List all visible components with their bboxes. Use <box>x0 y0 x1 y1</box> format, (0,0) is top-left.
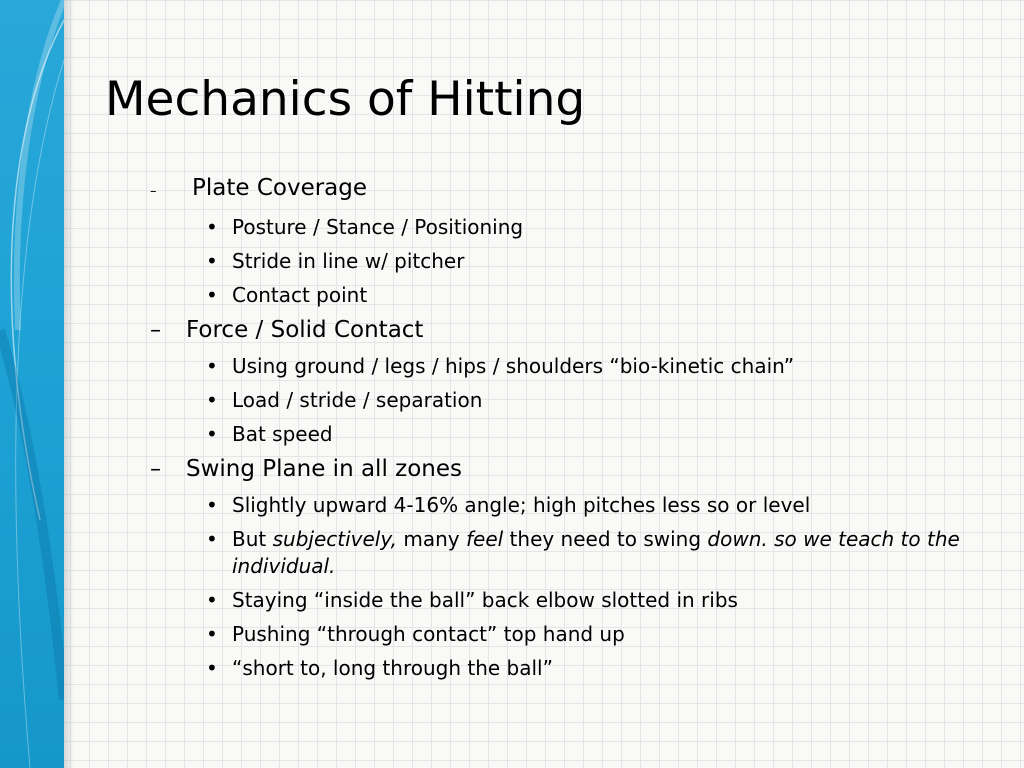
bullet-icon: • <box>206 493 218 517</box>
side-band-shadow <box>64 0 74 768</box>
bullet-icon: • <box>206 527 218 551</box>
list-item: • Pushing “through contact” top hand up <box>150 617 1000 651</box>
list-item: • Bat speed <box>150 417 1000 451</box>
section-plate-coverage <box>150 170 1000 312</box>
section-swing-plane <box>150 451 1000 685</box>
list-item: • Staying “inside the ball” back elbow slotted in ribs <box>150 583 1000 617</box>
dash-marker: – <box>150 318 161 343</box>
section-heading: Force / Solid Contact <box>186 317 424 343</box>
list-item: • Slightly upward 4-16% angle; high pitches less so or level <box>150 488 1000 522</box>
bullet-icon: • <box>206 588 218 612</box>
list-item: • Load / stride / separation <box>150 383 1000 417</box>
bullet-icon: • <box>206 656 218 680</box>
list-item: • But subjectively, many feel they need to swing down. so we teach to the individual. <box>206 527 960 578</box>
bullet-icon: • <box>206 388 218 412</box>
decorative-side-band <box>0 0 64 768</box>
bullet-icon: • <box>206 249 218 273</box>
bullet-icon: • <box>206 422 218 446</box>
bullet-icon: • <box>206 283 218 307</box>
bullet-list <box>150 210 1000 312</box>
swoosh-decoration <box>0 0 64 768</box>
emphasis-text: down. so we teach to the individual. <box>232 527 960 578</box>
dash-marker: – <box>150 457 161 482</box>
list-item: • Using ground / legs / hips / shoulders “bio-kinetic chain” <box>150 349 1000 383</box>
section-force-solid-contact <box>150 312 1000 451</box>
bullet-list <box>150 488 1000 685</box>
emphasis-text: feel <box>465 527 504 551</box>
list-item: • “short to, long through the ball” <box>150 651 1000 685</box>
section-heading: Swing Plane in all zones <box>186 456 462 482</box>
bullet-icon: • <box>206 215 218 239</box>
list-item: • Posture / Stance / Positioning <box>150 210 1000 244</box>
emphasis-text: subjectively, <box>272 527 397 551</box>
list-item: • Stride in line w/ pitcher <box>150 244 1000 278</box>
dash-marker: – <box>150 184 157 199</box>
section-heading: Plate Coverage <box>192 175 368 201</box>
bullet-icon: • <box>206 622 218 646</box>
slide-body <box>150 170 1000 685</box>
slide-title: Mechanics of Hitting <box>105 72 586 127</box>
list-item: • Contact point <box>150 278 1000 312</box>
bullet-icon: • <box>206 354 218 378</box>
bullet-list <box>150 349 1000 451</box>
